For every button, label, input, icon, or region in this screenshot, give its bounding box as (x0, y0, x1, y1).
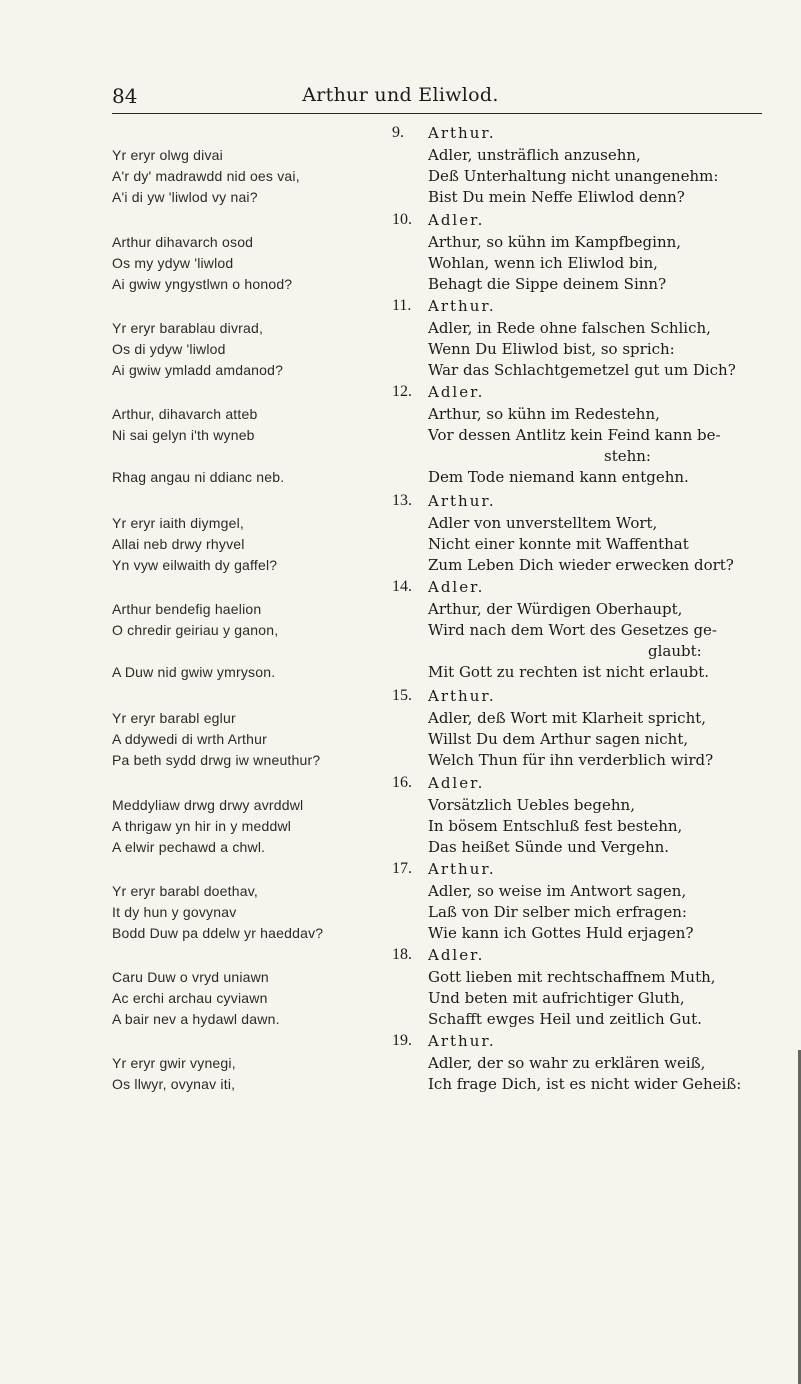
welsh-line: Ai gwiw yngystlwn o honod? (112, 276, 293, 292)
welsh-line: Allai neb drwy rhyvel (112, 536, 245, 552)
german-line: Arthur, der Würdigen Oberhaupt, (428, 600, 683, 618)
german-line: Welch Thun für ihn verderblich wird? (428, 751, 714, 769)
german-line: Adler, in Rede ohne falschen Schlich, (428, 319, 711, 337)
german-line: stehn: (604, 447, 651, 465)
welsh-verse (112, 599, 278, 683)
german-line: Und beten mit aufrichtiger Gluth, (428, 989, 685, 1007)
german-line: Adler, deß Wort mit Klarheit spricht, (428, 709, 707, 727)
german-line: Das heißet Sünde und Vergehn. (428, 838, 670, 856)
stanza-number: 16. (392, 774, 412, 791)
german-line: Bist Du mein Neffe Eliwlod denn? (428, 188, 685, 206)
welsh-verse (112, 513, 277, 576)
welsh-verse (112, 795, 303, 858)
german-verse (428, 404, 721, 488)
welsh-line: Caru Duw o vryd uniawn (112, 969, 269, 985)
page-header (0, 84, 801, 114)
welsh-verse (112, 145, 300, 208)
german-verse (428, 795, 682, 858)
welsh-verse (112, 1053, 236, 1095)
german-line: Laß von Dir selber mich erfragen: (428, 903, 687, 921)
speaker-label: Arthur. (428, 860, 496, 878)
german-line: Wie kann ich Gottes Huld erjagen? (428, 924, 694, 942)
welsh-line: Os di ydyw 'liwlod (112, 341, 226, 357)
welsh-verse (112, 881, 323, 944)
welsh-line: Bodd Duw pa ddelw yr haeddav? (112, 925, 324, 941)
german-line: Zum Leben Dich wieder erwecken dort? (428, 556, 734, 574)
german-line: Arthur, so kühn im Kampfbeginn, (428, 233, 682, 251)
stanza-number: 11. (392, 297, 412, 314)
german-line: Wohlan, wenn ich Eliwlod bin, (428, 254, 658, 272)
german-line: glaubt: (648, 642, 702, 660)
welsh-verse (112, 967, 280, 1030)
german-verse (428, 232, 681, 295)
speaker-label: Arthur. (428, 492, 496, 510)
welsh-line: Pa beth sydd drwg iw wneuthur? (112, 752, 321, 768)
speaker-label: Adler. (428, 946, 485, 964)
welsh-line: A'r dy' madrawdd nid oes vai, (112, 168, 300, 184)
speaker-label: Arthur. (428, 297, 496, 315)
german-line: Schafft ewges Heil und zeitlich Gut. (428, 1010, 702, 1028)
german-verse (428, 318, 736, 381)
running-title: Arthur und Eliwlod. (302, 84, 499, 106)
welsh-verse (112, 708, 320, 771)
page-number: 84 (112, 84, 138, 108)
stanza-number: 15. (392, 687, 412, 704)
german-line: Gott lieben mit rechtschaffnem Muth, (428, 968, 716, 986)
welsh-line: Ac erchi archau cyviawn (112, 990, 268, 1006)
stanza-number: 18. (392, 946, 412, 963)
stanza-number: 10. (392, 211, 412, 228)
german-line: Willst Du dem Arthur sagen nicht, (428, 730, 689, 748)
german-line: Dem Tode niemand kann entgehn. (428, 468, 689, 486)
speaker-label: Adler. (428, 774, 485, 792)
german-verse (428, 967, 716, 1030)
welsh-line: A elwir pechawd a chwl. (112, 839, 266, 855)
stanza-number: 17. (392, 860, 412, 877)
german-verse (428, 145, 718, 208)
welsh-line: Os my ydyw 'liwlod (112, 255, 234, 271)
welsh-line: Yr eryr barabl doethav, (112, 883, 258, 899)
german-line: Vor dessen Antlitz kein Feind kann be- (428, 426, 721, 444)
welsh-line: Rhag angau ni ddianc neb. (112, 469, 285, 485)
speaker-label: Adler. (428, 211, 485, 229)
welsh-line: A Duw nid gwiw ymryson. (112, 664, 276, 680)
welsh-verse (112, 232, 292, 295)
speaker-label: Arthur. (428, 687, 496, 705)
german-line: Adler, der so wahr zu erklären weiß, (428, 1054, 706, 1072)
welsh-line: It dy hun y govynav (112, 904, 237, 920)
stanza-number: 14. (392, 578, 412, 595)
welsh-line: A bair nev a hydawl dawn. (112, 1011, 280, 1027)
welsh-line: Meddyliaw drwg drwy avrddwl (112, 797, 304, 813)
german-verse (428, 599, 717, 683)
welsh-line: Arthur, dihavarch atteb (112, 406, 258, 422)
german-line: In bösem Entschluß fest bestehn, (428, 817, 683, 835)
welsh-line: Ni sai gelyn i'th wyneb (112, 427, 255, 443)
german-line: Adler, unsträflich anzusehn, (428, 146, 641, 164)
german-line: Adler von unverstelltem Wort, (428, 514, 658, 532)
welsh-line: Yr eryr barabl eglur (112, 710, 236, 726)
welsh-line: Arthur bendefig haelion (112, 601, 262, 617)
welsh-line (112, 641, 278, 662)
welsh-verse (112, 404, 284, 488)
german-line: Adler, so weise im Antwort sagen, (428, 882, 687, 900)
welsh-line: Yr eryr barablau divrad, (112, 320, 264, 336)
welsh-line: A'i di yw 'liwlod vy nai? (112, 189, 258, 205)
german-line: Arthur, so kühn im Redestehn, (428, 405, 660, 423)
german-line: Ich frage Dich, ist es nicht wider Geheiß: (428, 1075, 742, 1093)
german-verse (428, 881, 694, 944)
german-verse (428, 513, 734, 576)
speaker-label: Arthur. (428, 1032, 496, 1050)
speaker-label: Adler. (428, 578, 485, 596)
welsh-line: Yn vyw eilwaith dy gaffel? (112, 557, 278, 573)
german-line: Wird nach dem Wort des Gesetzes ge- (428, 621, 717, 639)
german-line: Wenn Du Eliwlod bist, so sprich: (428, 340, 675, 358)
german-line: Mit Gott zu rechten ist nicht erlaubt. (428, 663, 710, 681)
welsh-line: A thrigaw yn hir in y meddwl (112, 818, 292, 834)
stanza-number: 9. (392, 124, 404, 141)
german-line: Nicht einer konnte mit Waffenthat (428, 535, 689, 553)
welsh-line: Ai gwiw ymladd amdanod? (112, 362, 284, 378)
welsh-line: Yr eryr olwg divai (112, 147, 223, 163)
german-line: Deß Unterhaltung nicht unangenehm: (428, 167, 719, 185)
stanza-number: 12. (392, 383, 412, 400)
welsh-verse (112, 318, 283, 381)
welsh-line: Yr eryr iaith diymgel, (112, 515, 244, 531)
stanza-number: 19. (392, 1032, 412, 1049)
speaker-label: Arthur. (428, 124, 496, 142)
welsh-line: A ddywedi di wrth Arthur (112, 731, 267, 747)
welsh-line (112, 446, 284, 467)
speaker-label: Adler. (428, 383, 485, 401)
welsh-line: O chredir geiriau y ganon, (112, 622, 279, 638)
welsh-line: Yr eryr gwir vynegi, (112, 1055, 236, 1071)
german-line: Vorsätzlich Uebles begehn, (428, 796, 635, 814)
german-verse (428, 708, 713, 771)
header-rule (112, 113, 762, 114)
stanza-number: 13. (392, 492, 412, 509)
welsh-line: Os llwyr, ovynav iti, (112, 1076, 236, 1092)
welsh-line: Arthur dihavarch osod (112, 234, 254, 250)
german-line: Behagt die Sippe deinem Sinn? (428, 275, 667, 293)
german-line: War das Schlachtgemetzel gut um Dich? (428, 361, 736, 379)
german-verse (428, 1053, 741, 1095)
